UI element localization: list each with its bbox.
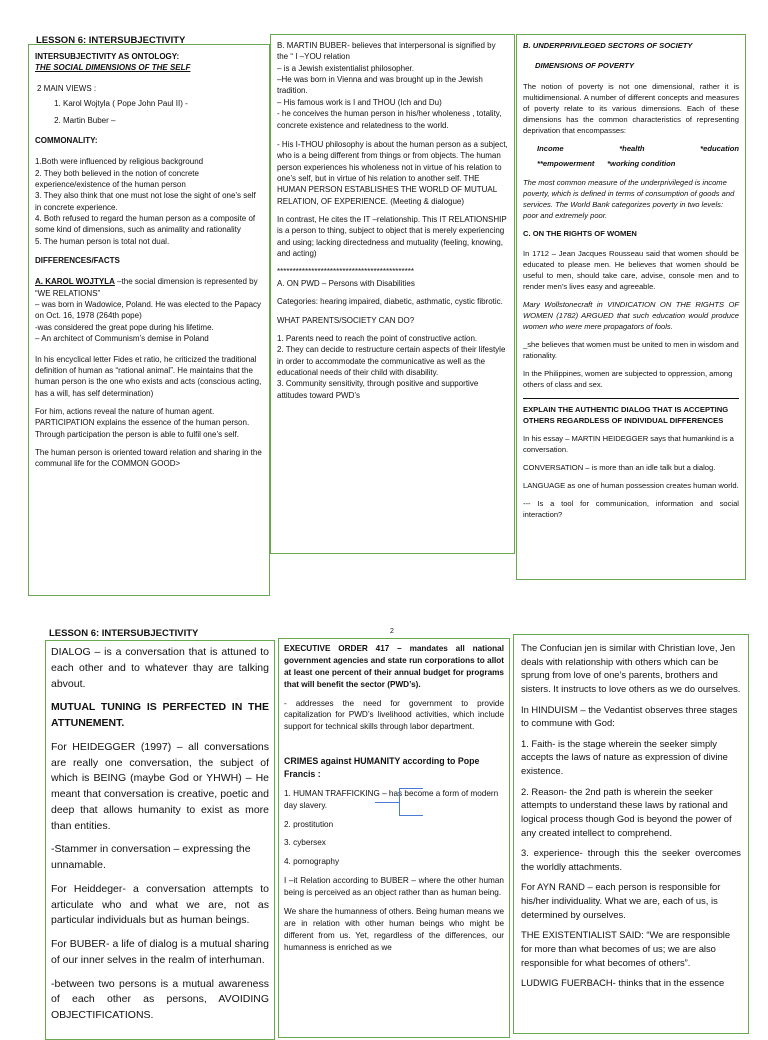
dialog-paragraph: DIALOG – is a conversation that is attuned to each other and to whatever thay are talking abvout.: [51, 646, 269, 690]
wojtyla-fact-2: – was born in Wadowice, Poland. He was elected to the Papacy on Oct. 16, 1978 (264th pope): [35, 300, 262, 321]
commonality-1: 1.Both were influenced by religious background: [35, 157, 204, 167]
page2-column-2: [278, 638, 510, 1038]
main-views-label: 2 MAIN VIEWS :: [37, 83, 97, 93]
wojtyla-fact-3: -was considered the great pope during his lifetime.: [35, 322, 214, 332]
tool-paragraph: --- Is a tool for communication, information and social interaction?: [523, 499, 739, 519]
heidegger-1997-paragraph: For HEIDEGGER (1997) – all conversations are really one conversation, the subject of which is BEING (maybe God or YHWH) – He meant that conversation is creative, poetic and deep that allows humanity to exist as more than entities.: [51, 740, 269, 832]
commonality-5: 5. The human person is total not dual.: [35, 236, 170, 246]
buber-fact-2: –He was born in Vienna and was brought up in the Jewish tradition.: [277, 75, 483, 96]
dimension-education: *education: [700, 144, 739, 153]
hinduism-paragraph: In HINDUISM – the Vedantist observes three stages to commune with God:: [521, 703, 738, 729]
page2-lesson-title: LESSON 6: INTERSUBJECTIVITY: [49, 628, 199, 639]
page1-column-3: [516, 34, 746, 580]
women-rights-heading: C. ON THE RIGHTS OF WOMEN: [523, 229, 637, 238]
page-number: 2: [390, 628, 394, 635]
dimensions-row: [537, 143, 739, 154]
view-wojtyla: 1. Karol Wojtyla ( Pope John Paul II) -: [63, 98, 263, 109]
experience-stage: 3. experience- through this the seeker overcomes the worldly attachments.: [521, 847, 741, 872]
poverty-paragraph: The notion of poverty is not one dimensional, rather it is multidimensional. A number of different concepts and measures of poverty relate to its various dimensions. Each of these dimensions has the common characteristics of representing deprivation that encompasses:: [523, 82, 739, 135]
commonality-3: 3. They also think that one must not lose the sight of one’s self in concrete experience.: [35, 191, 256, 212]
page1-column-2: [270, 34, 515, 554]
crime-human-trafficking: 1. HUMAN TRAFFICKING – has become a form of modern day slavery.: [284, 788, 499, 810]
poverty-dimensions-heading: DIMENSIONS OF POVERTY: [535, 61, 635, 70]
section-divider: [523, 398, 739, 399]
mutual-awareness-paragraph: -between two persons is a mutual awareness of each other as persons, AVOIDING OBJECTIFICATIONS.: [51, 977, 269, 1021]
wollstonecraft-paragraph: Mary Wollstonecraft in VINDICATION ON THE RIGHTS OF WOMEN (1782) ARGUED that such education would produce women who were mere propagators of fools.: [523, 300, 739, 331]
ayn-rand-paragraph: For AYN RAND – each person is responsible for his/her individuality. What we are, each of us, is determined by ourselves.: [521, 881, 721, 920]
confucian-paragraph: The Confucian jen is similar with Christian love, Jen deals with relationship with others which can be sprung from love of one’s parents, brothers and sisters. It instructs to love others as we do ourselves.: [521, 642, 741, 694]
social-dimensions-heading: THE SOCIAL DIMENSIONS OF THE SELF: [35, 63, 191, 73]
annotation-bracket: [399, 788, 423, 816]
page1-lesson-title: LESSON 6: INTERSUBJECTIVITY: [36, 35, 186, 46]
page1-column-1: [28, 44, 270, 596]
commonality-heading: COMMONALITY:: [35, 135, 98, 145]
poverty-dimensions-list: [523, 143, 739, 154]
rousseau-paragraph: In 1712 – Jean Jacques Rousseau said that women should be educated to please men. He believes that women should be useful to men, should take care, advise, console men and to render men’s lives easy and agreeable.: [523, 249, 739, 291]
i-it-paragraph: In contrast, He cites the IT –relationship. This IT RELATIONSHIP is a person to thing, subject to object that is merely experiencing and using; lacking directedness and mutuality (feeling, knowing, and acting): [277, 215, 507, 259]
i-thou-paragraph: - His I-THOU philosophy is about the human person as a subject, who is a being different from things or from objects. The human person experiences his wholeness not in virtue of his relation to one’s self, but in virtue of his relation to another self. THE HUMAN PERSON ESTABLISHES THE WORLD OF MUTUAL RELATION, OF EXPERIENCE. (Meeting & dialogue): [277, 139, 508, 206]
page2-column-1: [45, 640, 275, 1040]
can-do-2: 2. They can decide to restructure certain aspects of their lifestyle in order to accommodate the communicative as well as the educational needs of their child with disability.: [277, 345, 506, 377]
underprivileged-heading: B. UNDERPRIVILEGED SECTORS OF SOCIETY: [523, 41, 693, 50]
dimensions-row-2: [537, 158, 739, 169]
wojtyla-fact-1: –the social dimension is represented by “WE RELATIONS”: [35, 277, 258, 298]
common-measure-paragraph: The most common measure of the underprivileged is income poverty, which is defined in terms of consumption of goods and services. The World Bank categorizes poverty in two levels: poor and extremely poor.: [523, 178, 735, 220]
wojtyla-name: A. KAROL WOJTYLA: [35, 277, 115, 287]
existentialist-paragraph: THE EXISTENTIALIST SAID: “We are responsible for more than what becomes of us; we are also responsible for what becomes of others”.: [521, 929, 731, 968]
capitalization-paragraph: - addresses the need for government to provide capitalization for PWD’s livelihood activities, which include support for technical skills through labor department.: [284, 698, 504, 732]
buber-fact-3: – His famous work is I and THOU (Ich and Du): [277, 97, 442, 107]
pwd-heading: A. ON PWD – Persons with Disabilities: [277, 278, 415, 288]
crime-cybersex: 3. cybersex: [284, 838, 326, 848]
wojtyla-fact-4: – An architect of Communism’s demise in Poland: [35, 334, 209, 344]
dimension-income: Income: [537, 144, 564, 153]
can-do-1: 1. Parents need to reach the point of constructive action.: [277, 333, 478, 343]
commonality-2: 2. They both believed in the notion of concrete experience/existence of the human person: [35, 168, 199, 189]
can-do-3: 3. Community sensitivity, through positive and supportive attitudes toward PWD’s: [277, 379, 479, 400]
heidegger-paragraph: In his essay – MARTIN HEIDEGGER says that humankind is a conversation.: [523, 434, 734, 454]
crime-pornography: 4. pornography: [284, 857, 340, 867]
philippines-paragraph: In the Philippines, women are subjected to oppression, among others of class and sex.: [523, 369, 733, 389]
buber-facts: [277, 40, 508, 131]
main-views-list: [35, 98, 263, 127]
stammer-paragraph: -Stammer in conversation – expressing the unnamable.: [51, 843, 251, 871]
faith-stage: 1. Faith- is the stage wherein the seeker simply accepts the laws of nature as expression of divine existence.: [521, 737, 728, 776]
separator-stars: ********************************************: [277, 267, 414, 277]
i-it-buber-paragraph: I –it Relation according to BUBER – where the other human being is perceived as an object rather than as human being.: [284, 876, 504, 898]
language-paragraph: LANGUAGE as one of human possession creates human world.: [523, 481, 739, 490]
what-can-do-heading: WHAT PARENTS/SOCIETY CAN DO?: [277, 315, 415, 325]
dimension-empowerment: **empowerment: [537, 159, 595, 168]
commonality-4: 4. Both refused to regard the human person as a composite of some kind of dimensions, such as animality and rationality: [35, 213, 256, 235]
buber-dialog-paragraph: For BUBER- a life of dialog is a mutual sharing of our inner selves in the realm of interhuman.: [51, 938, 269, 966]
wojtyla-facts: [35, 276, 263, 344]
crime-prostitution: 2. prostitution: [284, 819, 334, 829]
conversation-paragraph: CONVERSATION – is more than an idle talk but a dialog.: [523, 463, 716, 472]
buber-fact-1: – is a Jewish existentialist philosopher.: [277, 63, 414, 73]
intersubjectivity-heading: INTERSUBJECTIVITY AS ONTOLOGY:: [35, 52, 180, 61]
common-good-paragraph: The human person is oriented toward relation and sharing in the communal life for the COMMON GOOD>: [35, 448, 262, 469]
humanness-paragraph: We share the humanness of others. Being human means we are in relation with other human beings who might be different from us. Yet, regardless of the differences, our humanness is enriched as we: [284, 906, 504, 952]
fides-et-ratio-paragraph: In his encyclical letter Fides et ratio, he criticized the traditional definition of human as “rational animal”. He maintains that the human person is the one who exists and acts (conscious acting, has a will, has self determination): [35, 354, 262, 398]
dimension-working-condition: *working condition: [607, 159, 676, 168]
can-do-list: [277, 333, 508, 401]
united-paragraph: _she believes that women must be united to men in wisdom and rationality.: [523, 340, 739, 360]
commonality-list: [35, 156, 263, 247]
executive-order-paragraph: EXECUTIVE ORDER 417 – mandates all national government agencies and state run corporations to allot at least one percent of their annual budget for programs that will benefit the sector (PWD’s).: [284, 644, 504, 689]
view-buber: 2. Martin Buber –: [63, 115, 263, 126]
buber-intro: B. MARTIN BUBER- believes that interpersonal is signified by the “ I –YOU relation: [277, 41, 496, 62]
feuerbach-paragraph: LUDWIG FUERBACH- thinks that in the essence: [521, 977, 725, 989]
actions-paragraph: For him, actions reveal the nature of human agent. PARTICIPATION explains the essence of the human person. Through participation the person is able to fulfil one’s self.: [35, 406, 250, 439]
explain-dialog-heading: EXPLAIN THE AUTHENTIC DIALOG THAT IS ACCEPTING OTHERS REGARDLESS OF INDIVIDUAL DIFFERENCES: [523, 405, 729, 425]
mutual-tuning-paragraph: MUTUAL TUNING IS PERFECTED IN THE ATTUNEMENT.: [51, 701, 269, 729]
pwd-categories: Categories: hearing impaired, diabetic, asthmatic, cystic fibrotic.: [277, 297, 503, 307]
crimes-heading: CRIMES against HUMANITY according to Pope Francis :: [284, 756, 480, 779]
heidegger-articulate-paragraph: For Heiddeger- a conversation attempts to articulate who and what we are, not as particular individuals but as human beings.: [51, 882, 269, 927]
reason-stage: 2. Reason- the 2nd path is wherein the seeker attempts to understand these laws by rational and logical process though God is beyond the power of any created intellect to comprehend.: [521, 785, 732, 838]
dimension-health: *health: [619, 144, 645, 153]
buber-fact-4: - he conceives the human person in his/her wholeness , totality, concrete existence and relatedness to the world.: [277, 109, 502, 130]
page2-column-3: [513, 634, 749, 1034]
differences-heading: DIFFERENCES/FACTS: [35, 256, 120, 266]
